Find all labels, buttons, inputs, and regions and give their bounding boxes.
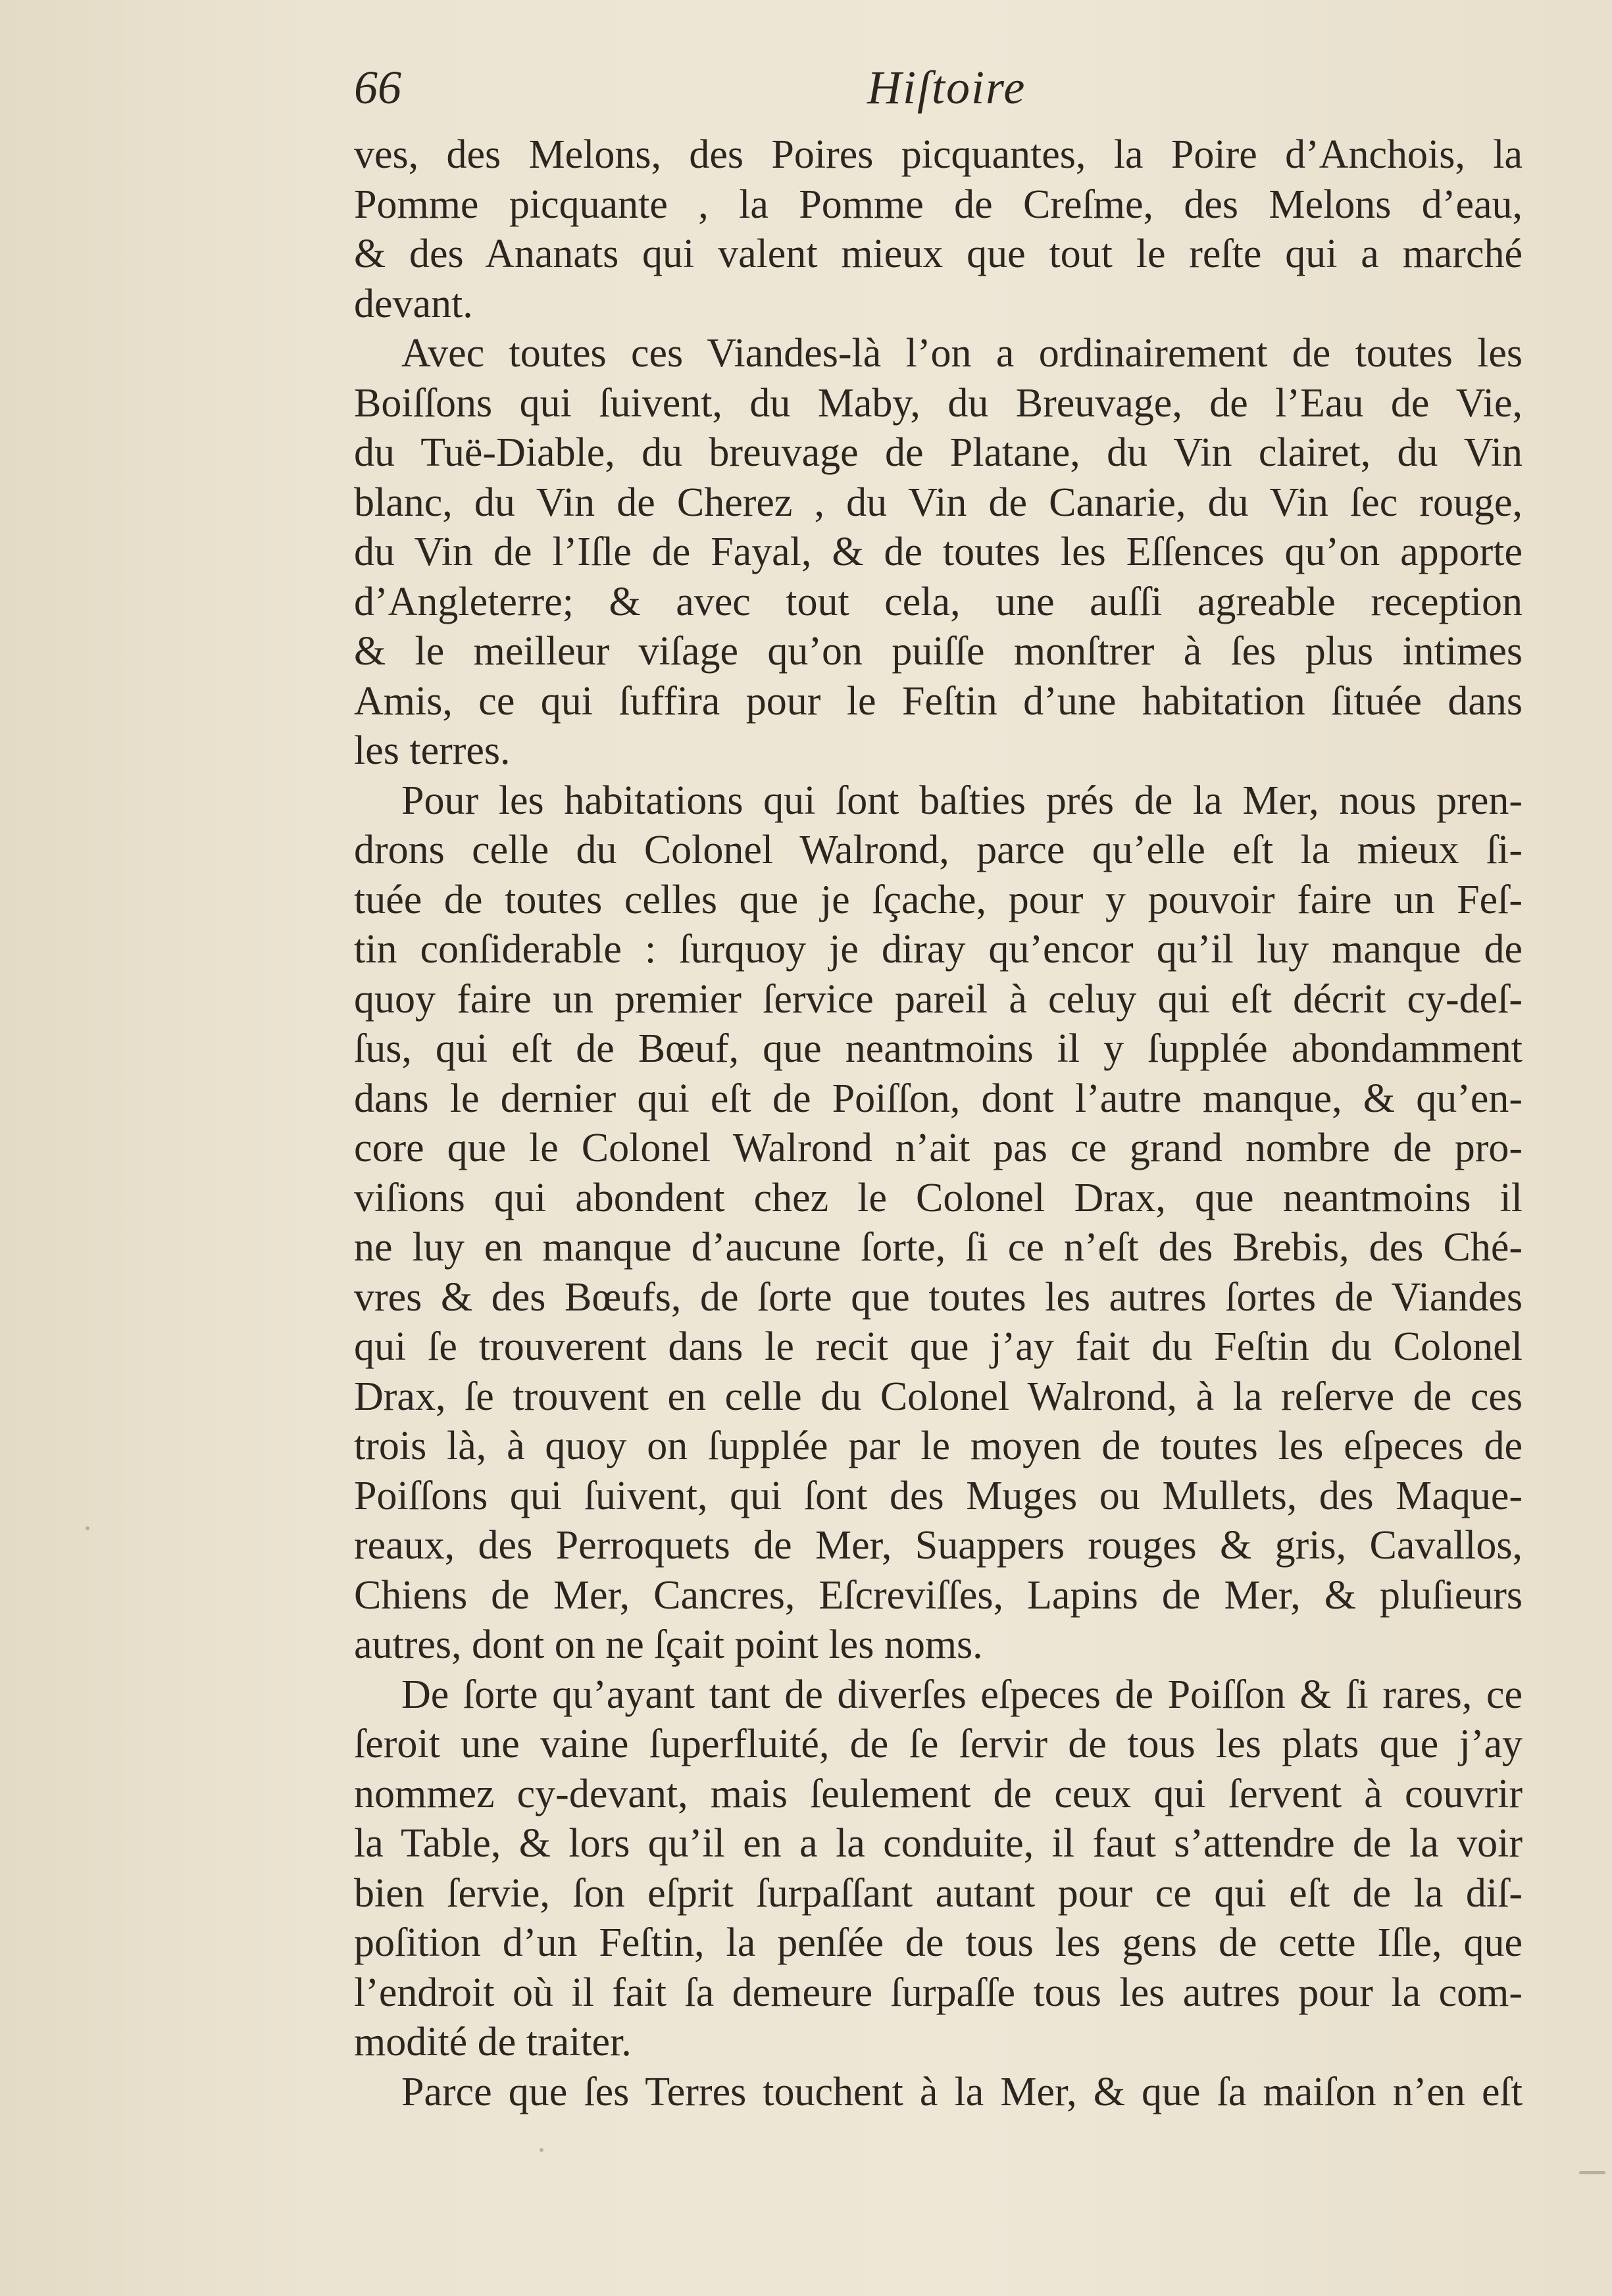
text-line: reaux, des Perroquets de Mer, Suappers rouges & gris, Cavallos, [354,1523,1523,1568]
paper-speck [86,1526,89,1530]
text-line: autres, dont on ne ſçait point les noms. [354,1622,983,1667]
text-line: trois là, à quoy on ſupplée par le moyen de toutes les eſpeces de [354,1424,1523,1468]
text-line: ves, des Melons, des Poires picquantes, la Poire d’Anchois, la [354,132,1523,177]
page-number: 66 [354,61,401,114]
text-line: viſions qui abondent chez le Colonel Drax, que neantmoins il [354,1175,1523,1220]
text-line: Avec toutes ces Viandes-là l’on a ordinairement de toutes les [401,331,1523,376]
text-line: tin conſiderable : ſurquoy je diray qu’encor qu’il luy manque de [354,927,1523,972]
running-title: Hiſtoire [867,61,1026,114]
text-line: vres & des Bœufs, de ſorte que toutes les autres ſortes de Viandes [354,1274,1523,1320]
text-line: d’Angleterre; & avec tout cela, une auſſi agreable reception [354,579,1523,624]
text-line: ne luy en manque d’aucune ſorte, ſi ce n’eſt des Brebis, des Ché- [354,1225,1523,1270]
text-line: blanc, du Vin de Cherez , du Vin de Canarie, du Vin ſec rouge, [354,480,1523,525]
text-line: l’endroit où il fait ſa demeure ſurpaſſe tous les autres pour la com- [354,1970,1523,2015]
text-line: Poiſſons qui ſuivent, qui ſont des Muges ou Mullets, des Maque- [354,1473,1523,1518]
text-line: drons celle du Colonel Walrond, parce qu’elle eſt la mieux ſi- [354,828,1523,872]
text-line: core que le Colonel Walrond n’ait pas ce grand nombre de pro- [354,1126,1523,1170]
paper-mark [1579,2171,1605,2174]
text-line: Amis, ce qui ſuffira pour le Feſtin d’une habitation ſituée dans [354,678,1523,724]
text-line: quoy faire un premier ſervice pareil à celuy qui eſt décrit cy-deſ- [354,976,1523,1022]
text-line: & des Ananats qui valent mieux que tout le reſte qui a marché [354,232,1523,276]
text-line: les terres. [354,728,511,773]
text-line: dans le dernier qui eſt de Poiſſon, dont l’autre manque, & qu’en- [354,1076,1523,1121]
text-line: Drax, ſe trouvent en celle du Colonel Walrond, à la reſerve de ces [354,1374,1523,1419]
text-line: De ſorte qu’ayant tant de diverſes eſpeces de Poiſſon & ſi rares, ce [401,1672,1523,1717]
text-line: Boiſſons qui ſuivent, du Maby, du Breuvage, de l’Eau de Vie, [354,380,1523,426]
text-line: Pour les habitations qui ſont baſties prés de la Mer, nous pren- [401,778,1523,823]
text-line: nommez cy-devant, mais ſeulement de ceux qui ſervent à couvrir [354,1771,1523,1816]
paper-speck [540,2148,543,2152]
text-line: Parce que ſes Terres touchent à la Mer, & que ſa maiſon n’en eſt [401,2069,1523,2114]
text-line: ſus, qui eſt de Bœuf, que neantmoins il y ſupplée abondamment [354,1026,1523,1071]
text-line: qui ſe trouverent dans le recit que j’ay fait du Feſtin du Colonel [354,1324,1523,1369]
text-line: Pomme picquante , la Pomme de Creſme, des Melons d’eau, [354,182,1523,227]
text-line: bien ſervie, ſon eſprit ſurpaſſant autant pour ce qui eſt de la diſ- [354,1870,1523,1916]
text-line: Chiens de Mer, Cancres, Eſcreviſſes, Lapins de Mer, & pluſieurs [354,1572,1523,1618]
text-line: du Tuë-Diable, du breuvage de Platane, du Vin clairet, du Vin [354,430,1523,475]
text-line: ſeroit une vaine ſuperfluité, de ſe ſervir de tous les plats que j’ay [354,1722,1523,1766]
text-line: poſition d’un Feſtin, la penſée de tous les gens de cette Iſle, que [354,1920,1523,1965]
text-line: modité de traiter. [354,2020,632,2064]
body-text [354,130,1523,2117]
page-header [354,61,1523,133]
text-line: & le meilleur viſage qu’on puiſſe monſtrer à ſes plus intimes [354,629,1523,674]
text-line: du Vin de l’Iſle de Fayal, & de toutes les Eſſences qu’on apporte [354,530,1523,574]
text-line: tuée de toutes celles que je ſçache, pour y pouvoir faire un Feſ- [354,877,1523,922]
text-line: la Table, & lors qu’il en a la conduite, il faut s’attendre de la voir [354,1821,1523,1866]
text-line: devant. [354,281,473,326]
